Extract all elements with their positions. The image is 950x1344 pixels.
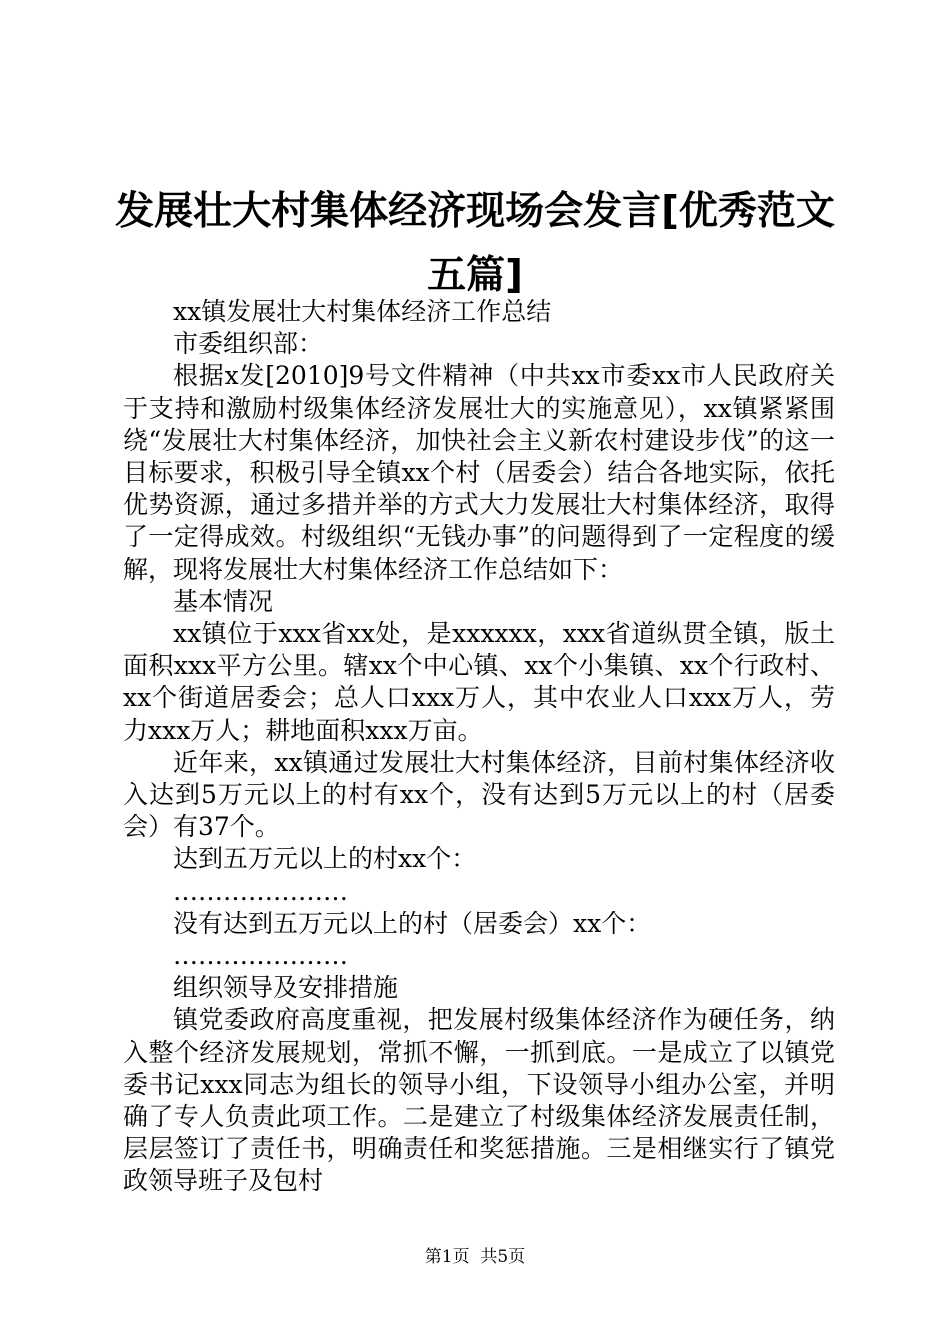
- document-body: [123, 296, 835, 1198]
- ellipsis-line-1: …………………: [173, 876, 348, 906]
- ellipsis-line-2: …………………: [173, 941, 348, 971]
- paragraph-reached-villages: 达到五万元以上的村xx个：: [173, 844, 477, 874]
- paragraph-recent-years: 近年来，xx镇通过发展壮大村集体经济，目前村集体经济收入达到5万元以上的村有xx个，没有达到5万元以上的村（居委会）有37个。: [123, 747, 835, 842]
- section-heading-basic-info: 基本情况: [173, 586, 274, 616]
- paragraph-summary-heading: xx镇发展壮大村集体经济工作总结: [173, 297, 552, 326]
- paragraph-intro: 根据x发[2010]9号文件精神（中共xx市委xx市人民政府关于支持和激励村级集体经济发展壮大的实施意见），xx镇紧紧围绕“发展壮大村集体经济，加快社会主义新农村建设步伐”的这一目标要求，积极引导全镇xx个村（居委会）结合各地实际，依托优势资源，通过多措并举的方式大力发展壮大村集体经济，取得了一定得成效。村级组织“无钱办事”的问题得到了一定程度的缓解，现将发展壮大村集体经济工作总结如下：: [123, 361, 835, 584]
- page-footer: [0, 1246, 950, 1268]
- paragraph-organization: 镇党委政府高度重视，把发展村级集体经济作为硬任务，纳入整个经济发展规划，常抓不懈，一抓到底。一是成立了以镇党委书记xxx同志为组长的领导小组，下设领导小组办公室，并明确了专人负责此项工作。二是建立了村级集体经济发展责任制，层层签订了责任书，明确责任和奖惩措施。三是相继实行了镇党政领导班子及包村: [123, 1005, 835, 1196]
- paragraph-not-reached-villages: 没有达到五万元以上的村（居委会）xx个：: [173, 908, 652, 938]
- paragraph-addressee: 市委组织部：: [173, 329, 324, 359]
- page-number-label: 第1页 共5页: [424, 1247, 526, 1267]
- document-title: 发展壮大村集体经济现场会发言[优秀范文五篇]: [115, 189, 835, 298]
- paragraph-basic-info: xx镇位于xxx省xx处，是xxxxxx，xxx省道纵贯全镇，版土面积xxx平方公里。辖xx个中心镇、xx个小集镇、xx个行政村、xx个街道居委会；总人口xxx万人，其中农业人口xxx万人，劳力xxx万人；耕地面积xxx万亩。: [123, 619, 835, 745]
- section-heading-organization: 组织领导及安排措施: [173, 973, 399, 1003]
